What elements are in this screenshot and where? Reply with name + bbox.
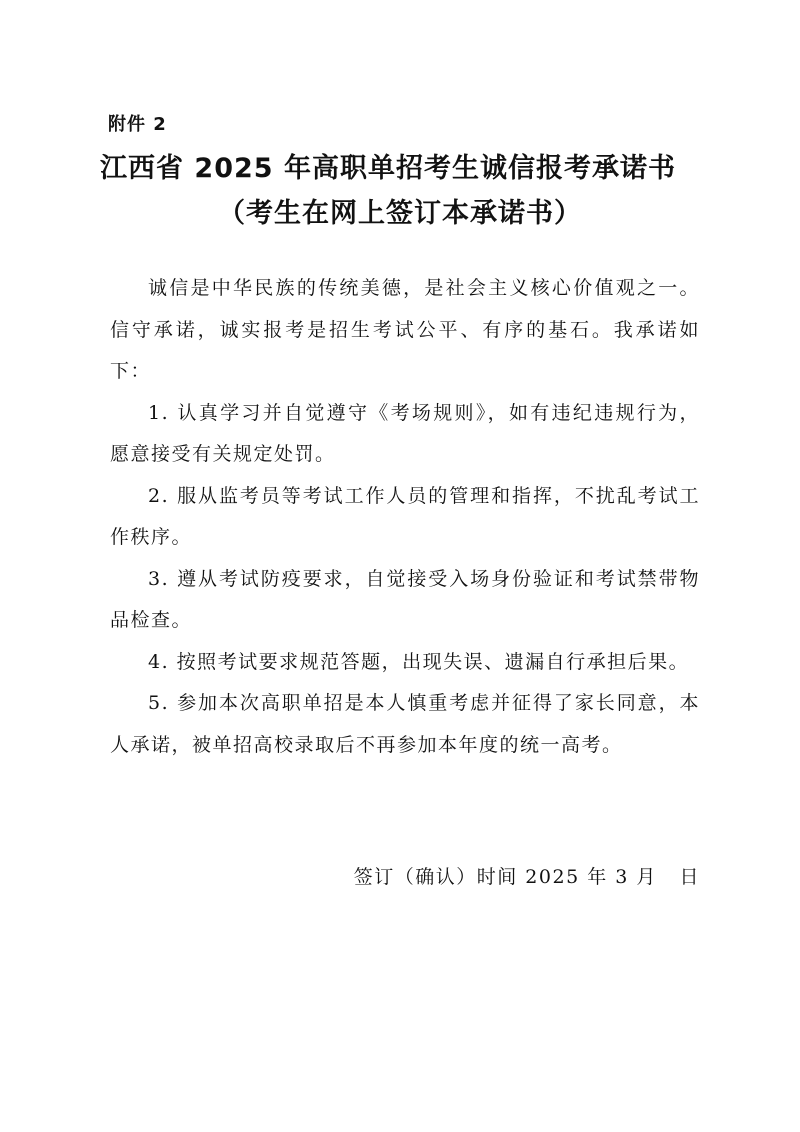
- document-body: [110, 268, 700, 766]
- attachment-label: 附件 2: [108, 114, 167, 135]
- intro-paragraph: 诚信是中华民族的传统美德，是社会主义核心价值观之一。信守承诺，诚实报考是招生考试公平、有序的基石。我承诺如下：: [110, 277, 700, 382]
- pledge-item-3: 3. 遵从考试防疫要求，自觉接受入场身份验证和考试禁带物品检查。: [110, 567, 700, 631]
- pledge-item-2: 2. 服从监考员等考试工作人员的管理和指挥，不扰乱考试工作秩序。: [110, 484, 700, 548]
- document-subtitle: （考生在网上签订本承诺书）: [218, 198, 582, 229]
- signature-date-line: 签订（确认）时间 2025 年 3 月 日: [353, 866, 700, 888]
- pledge-item-5: 5. 参加本次高职单招是本人慎重考虑并征得了家长同意，本人承诺，被单招高校录取后不再参加本年度的统一高考。: [110, 692, 700, 756]
- pledge-item-1: 1. 认真学习并自觉遵守《考场规则》，如有违纪违规行为，愿意接受有关规定处罚。: [110, 401, 700, 465]
- pledge-item-4: 4. 按照考试要求规范答题，出现失误、遗漏自行承担后果。: [148, 650, 690, 673]
- document-title: 江西省 2025 年高职单招考生诚信报考承诺书: [100, 153, 676, 184]
